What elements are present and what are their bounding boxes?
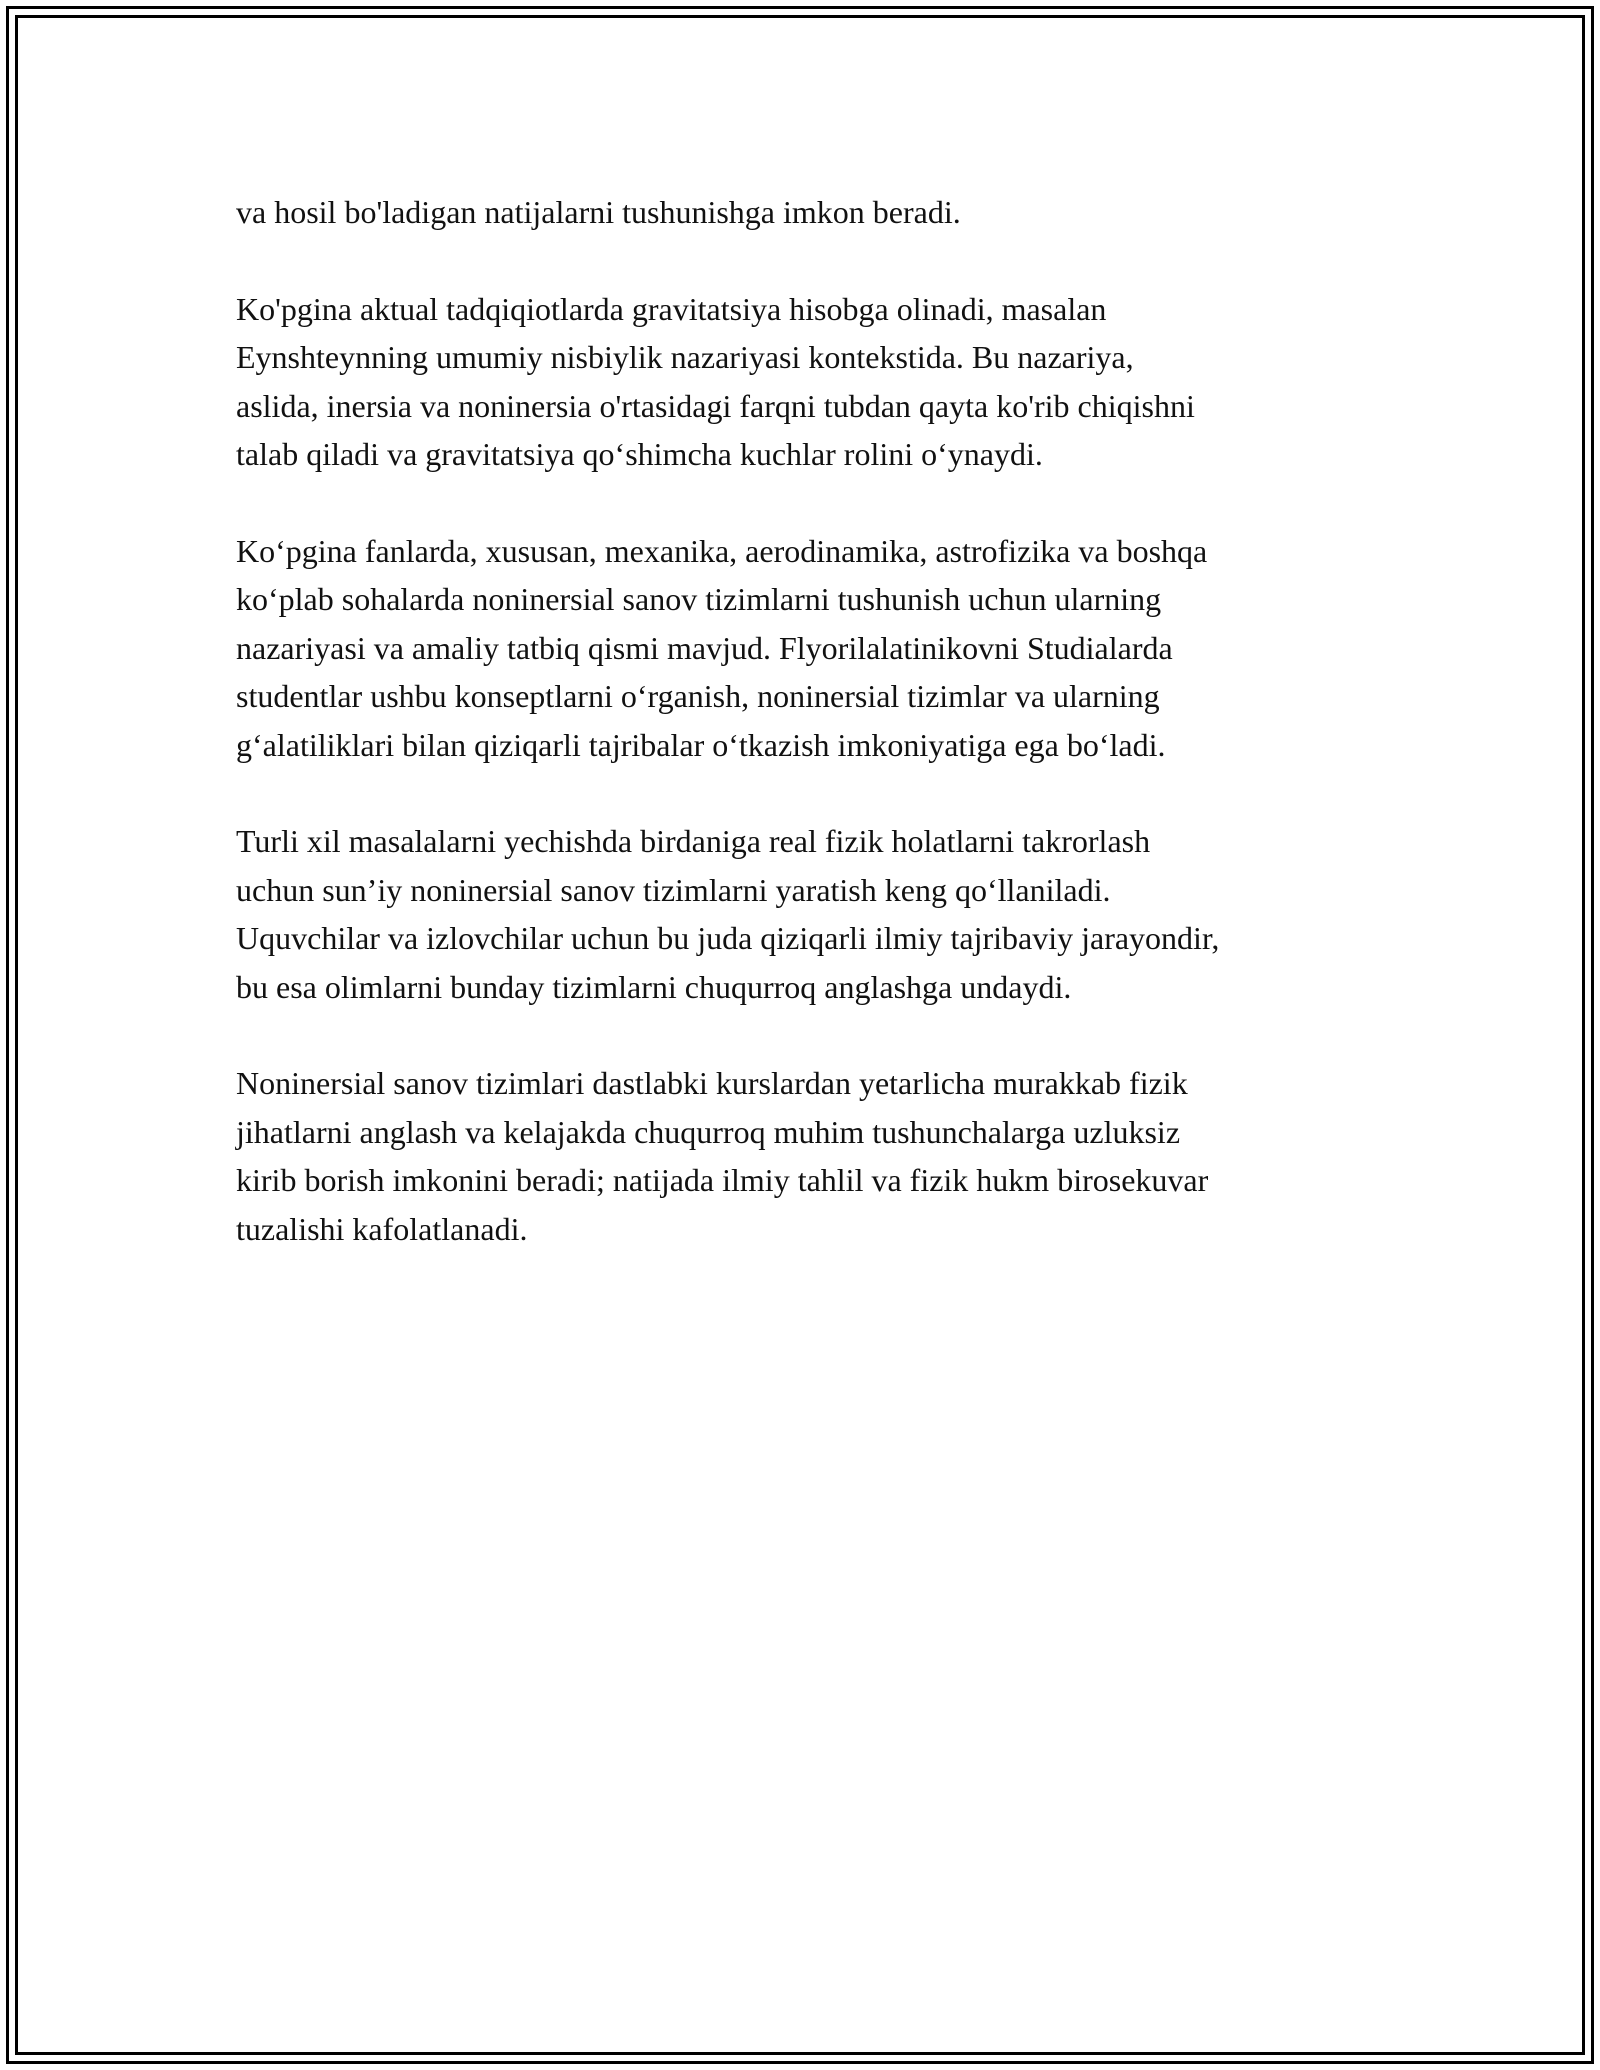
paragraph-2: Ko'pgina aktual tadqiqiotlarda gravitatsiya hisobga olinadi, masalan Eynshteynning umumiy nisbiylik nazariyasi kontekstida. Bu nazariya, aslida, inersia va noninersia o'rtasidagi farqni tubdan qayta ko'rib chiqishni talab qiladi va gravitatsiya qo‘shimcha kuchlar rolini o‘ynaydi. bbox=[236, 290, 1195, 472]
document-body bbox=[236, 188, 1376, 1301]
paragraph-5: Noninersial sanov tizimlari dastlabki kurslardan yetarlicha murakkab fizik jihatlarni anglash va kelajakda chuqurroq muhim tushunchalarga uzluksiz kirib borish imkonini beradi; natijada ilmiy tahlil va fizik hukm birosekuvar tuzalishi kafolatlanadi. bbox=[236, 1065, 1209, 1247]
paragraph-4: Turli xil masalalarni yechishda birdaniga real fizik holatlarni takrorlash uchun sun’iy noninersial sanov tizimlarni yaratish keng qo‘llaniladi. Uquvchilar va izlovchilar uchun bu juda qiziqarli ilmiy tajribaviy jarayondir, bu esa olimlarni bunday tizimlarni chuqurroq anglashga undaydi. bbox=[236, 823, 1220, 1005]
paragraph-1: va hosil bo'ladigan natijalarni tushunishga imkon beradi. bbox=[236, 194, 961, 230]
paragraph-3: Ko‘pgina fanlarda, xususan, mexanika, aerodinamika, astrofizika va boshqa ko‘plab sohalarda noninersial sanov tizimlarni tushunish uchun ularning nazariyasi va amaliy tatbiq qismi mavjud. Flyorilalatinikovni Studialarda studentlar ushbu konseptlarni o‘rganish, noninersial tizimlar va ularning g‘alatiliklari bilan qiziqarli tajribalar o‘tkazish imkoniyatiga ega bo‘ladi. bbox=[236, 532, 1208, 763]
